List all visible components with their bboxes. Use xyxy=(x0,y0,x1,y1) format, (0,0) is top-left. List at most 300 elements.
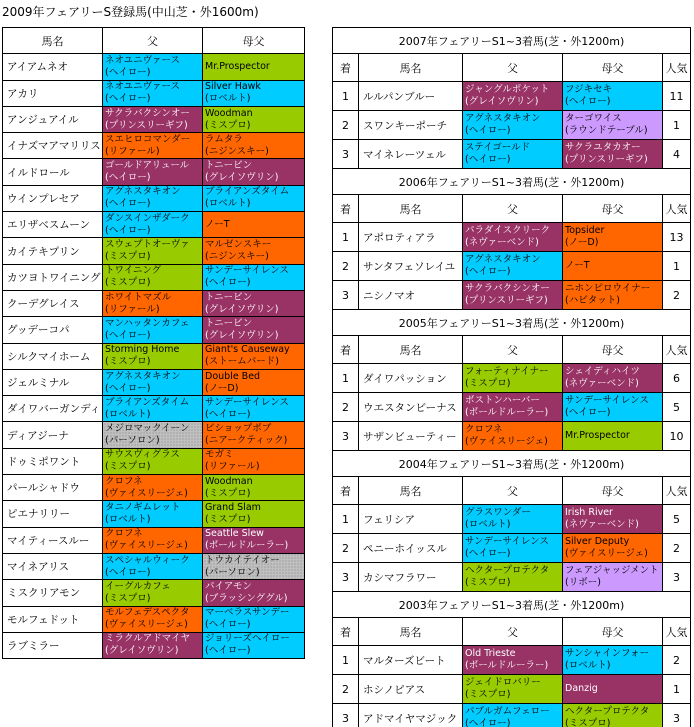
sire-cell xyxy=(103,290,203,316)
header-name: 馬名 xyxy=(359,477,463,505)
header-rank: 着 xyxy=(333,54,359,82)
sire-cell xyxy=(103,106,203,132)
table-row xyxy=(333,364,691,393)
dam-sire-cell-line: パイアモン xyxy=(205,580,252,592)
table-row xyxy=(3,238,305,264)
table-row xyxy=(3,580,305,606)
horse-name: モルフェドット xyxy=(3,606,103,632)
dam-sire-cell xyxy=(203,580,305,606)
dam-sire-cell-line: Seattle Slew xyxy=(205,528,264,540)
rank-cell: 1 xyxy=(333,223,359,252)
dam-sire-cell-line: Danzig xyxy=(565,683,598,694)
rank-cell: 2 xyxy=(333,393,359,422)
sire-cell-line: Old Trieste xyxy=(465,648,516,659)
sire-cell xyxy=(103,238,203,264)
table-row xyxy=(3,54,305,80)
dam-sire-cell xyxy=(563,281,663,310)
horse-name: カイテキプリン xyxy=(3,238,103,264)
dam-sire-cell xyxy=(563,252,663,281)
sire-cell-line: ヘクタープロテクタ xyxy=(465,565,550,576)
dam-sire-cell xyxy=(563,534,663,563)
table-row xyxy=(3,475,305,501)
horse-name: アドマイヤマジック xyxy=(359,704,463,727)
table-row xyxy=(3,106,305,132)
rank-cell: 1 xyxy=(333,505,359,534)
header-rank: 着 xyxy=(333,618,359,646)
sire-cell-line: ネオユニヴァース xyxy=(105,54,181,66)
dam-sire-cell-line: (ネヴァーベンド) xyxy=(565,378,639,389)
sire-cell-line: メジロマックイーン xyxy=(105,423,190,435)
header-dam-sire: 母父 xyxy=(563,477,663,505)
sire-cell xyxy=(103,54,203,80)
section-title: 2004年フェアリーS1~3着馬(芝・外1200m) xyxy=(333,451,691,477)
section-title-row xyxy=(333,28,691,54)
sire-cell-line: (ロベルト) xyxy=(465,519,511,530)
sire-cell xyxy=(103,343,203,369)
sire-cell-line: (ミスプロ) xyxy=(465,577,511,588)
sire-cell xyxy=(103,133,203,159)
sire-cell-line: Storming Home xyxy=(105,344,180,356)
dam-sire-cell-line: (ヘイロー) xyxy=(205,619,251,631)
dam-sire-cell-line: Silver Hawk xyxy=(205,81,261,93)
sire-cell-line: (ロベルト) xyxy=(105,513,151,525)
dam-sire-cell-line: (ネヴァーベンド) xyxy=(565,519,639,530)
sire-cell-line: (ミスプロ) xyxy=(105,251,151,263)
sire-cell xyxy=(463,281,563,310)
horse-name: イルドロール xyxy=(3,159,103,185)
dam-sire-cell-line: Double Bed xyxy=(205,370,261,382)
header-row xyxy=(333,54,691,82)
horse-name: マイティースルー xyxy=(3,527,103,553)
dam-sire-cell-line: (ヘイロー) xyxy=(205,277,251,289)
dam-sire-cell-line: ニホンピロウイナー xyxy=(565,283,651,294)
table-row xyxy=(333,140,691,169)
table-row xyxy=(3,133,305,159)
header-dam-sire: 母父 xyxy=(203,28,305,54)
dam-sire-cell-line: ヘクタープロテクタ xyxy=(565,706,650,717)
rank-cell: 1 xyxy=(333,82,359,111)
sire-cell-line: (ヘイロー) xyxy=(465,266,511,277)
dam-sire-cell-line: (ヘイロー) xyxy=(565,96,611,107)
sire-cell xyxy=(103,527,203,553)
horse-name: フェリシア xyxy=(359,505,463,534)
dam-sire-cell-line: ビショップボブ xyxy=(205,423,272,435)
header-row xyxy=(333,477,691,505)
popularity-cell: 10 xyxy=(663,422,691,451)
sire-cell-line: クロフネ xyxy=(465,424,503,435)
sire-cell-line: アグネスタキオン xyxy=(465,113,541,124)
dam-sire-cell-line: (リボー) xyxy=(565,577,601,588)
table-row xyxy=(333,675,691,704)
horse-name: サンタフェソレイユ xyxy=(359,252,463,281)
header-popularity: 人気 xyxy=(663,336,691,364)
dam-sire-cell xyxy=(203,501,305,527)
table-row xyxy=(3,606,305,632)
horse-name: ラブミラー xyxy=(3,632,103,658)
header-row xyxy=(3,28,305,54)
sire-cell-line: ゴールドアリュール xyxy=(105,160,190,172)
dam-sire-cell-line: マーベラスサンデー xyxy=(205,607,290,619)
dam-sire-cell xyxy=(563,505,663,534)
sire-cell-line: ネオユニヴァース xyxy=(105,81,181,93)
sire-cell-line: (ミスプロ) xyxy=(105,461,151,473)
dam-sire-cell xyxy=(563,422,663,451)
header-row xyxy=(333,618,691,646)
dam-sire-cell xyxy=(563,82,663,111)
section-title-row xyxy=(333,451,691,477)
dam-sire-cell xyxy=(203,238,305,264)
table-row xyxy=(3,448,305,474)
header-popularity: 人気 xyxy=(663,54,691,82)
dam-sire-cell xyxy=(203,106,305,132)
dam-sire-cell xyxy=(203,553,305,579)
horse-name: グッデーコパ xyxy=(3,317,103,343)
section-title-row xyxy=(333,169,691,195)
header-name: 馬名 xyxy=(359,54,463,82)
header-popularity: 人気 xyxy=(663,195,691,223)
sire-cell-line: (ミスプロ) xyxy=(105,592,151,604)
dam-sire-cell xyxy=(563,393,663,422)
sire-cell-line: アグネスタキオン xyxy=(465,254,541,265)
table-row xyxy=(3,343,305,369)
section-title: 2005年フェアリーS1~3着馬(芝・外1200m) xyxy=(333,310,691,336)
table-row xyxy=(333,252,691,281)
header-sire: 父 xyxy=(463,618,563,646)
rank-cell: 3 xyxy=(333,140,359,169)
dam-sire-cell-line: (ヘイロー) xyxy=(205,645,251,657)
sire-cell-line: クロフネ xyxy=(105,528,143,540)
dam-sire-cell-line: Woodman xyxy=(205,475,253,487)
dam-sire-cell-line: (ヘイロー) xyxy=(205,408,251,420)
popularity-cell: 3 xyxy=(663,704,691,727)
sire-cell xyxy=(103,369,203,395)
header-sire: 父 xyxy=(463,336,563,364)
dam-sire-cell-line: (ミスプロ) xyxy=(565,718,611,727)
horse-name: ミスクリアモン xyxy=(3,580,103,606)
dam-sire-cell-line: (グレイソヴリン) xyxy=(205,303,279,315)
dam-sire-cell-line: Silver Deputy xyxy=(565,536,630,547)
sire-cell-line: (ヘイロー) xyxy=(465,154,511,165)
sire-cell-line: サウスヴィグラス xyxy=(105,449,180,461)
sire-cell-line: (ヘイロー) xyxy=(105,224,151,236)
dam-sire-cell-line: モガミ xyxy=(205,449,234,461)
sire-cell-line: (ヘイロー) xyxy=(105,382,151,394)
sire-cell xyxy=(103,475,203,501)
dam-sire-cell xyxy=(203,343,305,369)
horse-name: ホシノピアス xyxy=(359,675,463,704)
horse-name: ウインプレセア xyxy=(3,185,103,211)
sire-cell-line: ジェイドロバリー xyxy=(465,677,541,688)
dam-sire-cell xyxy=(203,185,305,211)
sire-cell xyxy=(103,159,203,185)
horse-name: アポロティアラ xyxy=(359,223,463,252)
sire-cell xyxy=(103,317,203,343)
header-row xyxy=(333,195,691,223)
sire-cell-line: (ヘイロー) xyxy=(105,93,151,105)
dam-sire-cell-line: (ストームバード) xyxy=(205,356,279,368)
sire-cell-line: サクラバクシンオー xyxy=(465,283,550,294)
dam-sire-cell-line: (ニアークティック) xyxy=(205,435,288,447)
dam-sire-cell-line: Woodman xyxy=(205,107,253,119)
table-row xyxy=(333,281,691,310)
sire-cell xyxy=(103,422,203,448)
horse-name: ピエナリリー xyxy=(3,501,103,527)
dam-sire-cell-line: (ニジンスキー) xyxy=(205,145,269,157)
rank-cell: 1 xyxy=(333,646,359,675)
table-row xyxy=(3,185,305,211)
dam-sire-cell-line: ターゴワイス xyxy=(565,113,622,124)
sire-cell xyxy=(463,505,563,534)
dam-sire-cell-line: (パーソロン) xyxy=(205,566,260,578)
sire-cell xyxy=(463,223,563,252)
past-results-table xyxy=(332,27,691,727)
popularity-cell: 1 xyxy=(663,675,691,704)
horse-name: マイネアリス xyxy=(3,553,103,579)
dam-sire-cell-line: サンデーサイレンス xyxy=(205,396,289,408)
dam-sire-cell-line: Giant's Causeway xyxy=(205,344,290,356)
sire-cell-line: (ボールドルーラー) xyxy=(465,660,549,671)
sire-cell-line: ジャングルポケット xyxy=(465,84,550,95)
dam-sire-cell xyxy=(203,475,305,501)
sire-cell-line: (ヘイロー) xyxy=(105,566,151,578)
sire-cell xyxy=(463,252,563,281)
dam-sire-cell-line: ラムタラ xyxy=(205,133,243,145)
sire-cell-line: (ミスプロ) xyxy=(105,277,151,289)
horse-name: カシマフラワー xyxy=(359,563,463,592)
sire-cell-line: モルフェデスペクタ xyxy=(105,607,190,619)
table-row xyxy=(333,563,691,592)
popularity-cell: 2 xyxy=(663,281,691,310)
dam-sire-cell xyxy=(563,675,663,704)
horse-name: ジェルミナル xyxy=(3,369,103,395)
rank-cell: 2 xyxy=(333,111,359,140)
horse-name: ウエスタンビーナス xyxy=(359,393,463,422)
table-row xyxy=(333,704,691,727)
dam-sire-cell-line: ブライアンズタイム xyxy=(205,186,290,198)
table-row xyxy=(333,393,691,422)
sire-cell xyxy=(463,393,563,422)
dam-sire-cell-line: サクラユタカオー xyxy=(565,142,641,153)
dam-sire-cell-line: シェイディハイツ xyxy=(565,366,641,377)
dam-sire-cell xyxy=(203,317,305,343)
sire-cell xyxy=(463,111,563,140)
table-row xyxy=(333,111,691,140)
sire-cell xyxy=(103,580,203,606)
popularity-cell: 5 xyxy=(663,393,691,422)
popularity-cell: 3 xyxy=(663,563,691,592)
header-popularity: 人気 xyxy=(663,618,691,646)
dam-sire-cell-line: (ノーD) xyxy=(205,382,239,394)
sire-cell xyxy=(463,534,563,563)
dam-sire-cell xyxy=(563,111,663,140)
dam-sire-cell-line: トニービン xyxy=(205,291,253,303)
dam-sire-cell xyxy=(563,223,663,252)
sire-cell-line: イーグルカフェ xyxy=(105,580,171,592)
horse-name: マイネレーツェル xyxy=(359,140,463,169)
header-name: 馬名 xyxy=(359,618,463,646)
horse-name: サザンビューティー xyxy=(359,422,463,451)
table-row xyxy=(333,505,691,534)
sire-cell-line: ブライアンズタイム xyxy=(105,396,190,408)
dam-sire-cell-line: (プリンスリーギフ) xyxy=(565,154,648,165)
dam-sire-cell-line: フェアジャッジメント xyxy=(565,565,659,576)
horse-name: イナズマアマリリス xyxy=(3,133,103,159)
sire-cell-line: (ヴァイスリージェ) xyxy=(465,436,548,447)
dam-sire-cell-line: (ミスプロ) xyxy=(205,119,251,131)
dam-sire-cell-line: (ノーD) xyxy=(565,237,599,248)
dam-sire-cell xyxy=(203,54,305,80)
dam-sire-cell xyxy=(203,422,305,448)
sire-cell-line: トワイニング xyxy=(105,265,162,277)
dam-sire-cell xyxy=(563,364,663,393)
sire-cell-line: ボストンハーバー xyxy=(465,395,540,406)
sire-cell-line: クロフネ xyxy=(105,475,143,487)
sire-cell-line: ダンスインザダーク xyxy=(105,212,190,224)
dam-sire-cell-line: (ミスプロ) xyxy=(205,513,251,525)
sire-cell-line: パラダイスクリーク xyxy=(465,225,551,236)
dam-sire-cell xyxy=(203,396,305,422)
sire-cell xyxy=(463,140,563,169)
section-title-row xyxy=(333,592,691,618)
table-row xyxy=(3,527,305,553)
section-title: 2007年フェアリーS1~3着馬(芝・外1200m) xyxy=(333,28,691,54)
header-sire: 父 xyxy=(463,195,563,223)
horse-name: マルターズビート xyxy=(359,646,463,675)
dam-sire-cell xyxy=(203,290,305,316)
dam-sire-cell xyxy=(563,563,663,592)
horse-name: ルルパンブルー xyxy=(359,82,463,111)
dam-sire-cell-line: サンデーサイレンス xyxy=(205,265,289,277)
sire-cell-line: (ヴァイスリージェ) xyxy=(105,540,188,552)
table-row xyxy=(3,290,305,316)
sire-cell-line: アグネスタキオン xyxy=(105,370,181,382)
dam-sire-cell-line: ノーT xyxy=(565,260,590,271)
popularity-cell: 11 xyxy=(663,82,691,111)
sire-cell xyxy=(463,422,563,451)
sire-cell xyxy=(103,185,203,211)
sire-cell-line: (ロベルト) xyxy=(105,408,151,420)
sire-cell xyxy=(103,606,203,632)
sire-cell-line: (ミスプロ) xyxy=(465,689,511,700)
table-row xyxy=(333,422,691,451)
rank-cell: 2 xyxy=(333,534,359,563)
sire-cell xyxy=(103,632,203,658)
header-sire: 父 xyxy=(103,28,203,54)
horse-name: ディアジーナ xyxy=(3,422,103,448)
dam-sire-cell xyxy=(203,264,305,290)
horse-name: ペニーホイッスル xyxy=(359,534,463,563)
dam-sire-cell-line: Mr.Prospector xyxy=(205,60,270,72)
table-row xyxy=(3,317,305,343)
dam-sire-cell-line: (グレイソヴリン) xyxy=(205,329,279,341)
page-title: 2009年フェアリーS登録馬(中山芝・外1600m) xyxy=(2,5,259,19)
horse-name: エリザベスムーン xyxy=(3,212,103,238)
sire-cell-line: (ヘイロー) xyxy=(465,718,511,727)
horse-name: ドゥミポワント xyxy=(3,448,103,474)
dam-sire-cell xyxy=(203,159,305,185)
dam-sire-cell-line: サンシャインフォー xyxy=(565,648,650,659)
dam-sire-cell xyxy=(203,632,305,658)
section-title: 2003年フェアリーS1~3着馬(芝・外1200m) xyxy=(333,592,691,618)
table-row xyxy=(3,212,305,238)
dam-sire-cell-line: (ヘイロー) xyxy=(565,407,611,418)
popularity-cell: 2 xyxy=(663,646,691,675)
table-row xyxy=(333,223,691,252)
horse-name: クーデグレイス xyxy=(3,290,103,316)
sire-cell-line: マンハッタンカフェ xyxy=(105,317,190,329)
horse-name: アンジュアイル xyxy=(3,106,103,132)
table-row xyxy=(3,396,305,422)
sire-cell-line: タニノギムレット xyxy=(105,501,181,513)
popularity-cell: 1 xyxy=(663,111,691,140)
sire-cell-line: アグネスタキオン xyxy=(105,186,181,198)
sire-cell xyxy=(463,646,563,675)
dam-sire-cell xyxy=(203,369,305,395)
rank-cell: 2 xyxy=(333,675,359,704)
table-row xyxy=(3,369,305,395)
sire-cell xyxy=(103,396,203,422)
dam-sire-cell xyxy=(563,704,663,727)
rank-cell: 2 xyxy=(333,252,359,281)
sire-cell-line: (グレイソヴリン) xyxy=(105,645,179,657)
dam-sire-cell-line: サンデーサイレンス xyxy=(565,395,649,406)
horse-name: ダイワパッション xyxy=(359,364,463,393)
sire-cell-line: (ヘイロー) xyxy=(105,329,151,341)
dam-sire-cell-line: トウカイテイオー xyxy=(205,554,280,566)
horse-name: スワンキーポーチ xyxy=(359,111,463,140)
dam-sire-cell xyxy=(203,527,305,553)
table-row xyxy=(3,553,305,579)
dam-sire-cell-line: (ミスプロ) xyxy=(205,487,251,499)
sire-cell xyxy=(463,82,563,111)
sire-cell xyxy=(103,212,203,238)
dam-sire-cell-line: Grand Slam xyxy=(205,501,261,513)
dam-sire-cell-line: トニービン xyxy=(205,160,253,172)
dam-sire-cell-line: (ニジンスキー) xyxy=(205,251,269,263)
sire-cell-line: スウェプトオーヴァ xyxy=(105,239,190,251)
sire-cell-line: (ヘイロー) xyxy=(465,125,511,136)
dam-sire-cell-line: Mr.Prospector xyxy=(565,430,630,441)
header-rank: 着 xyxy=(333,477,359,505)
table-row xyxy=(3,632,305,658)
sire-cell-line: (グレイソヴリン) xyxy=(465,96,539,107)
header-name: 馬名 xyxy=(359,195,463,223)
table-row xyxy=(333,646,691,675)
rank-cell: 3 xyxy=(333,704,359,727)
header-name: 馬名 xyxy=(359,336,463,364)
table-row xyxy=(333,534,691,563)
dam-sire-cell-line: トニービン xyxy=(205,317,253,329)
sire-cell-line: (ヴァイスリージェ) xyxy=(105,487,188,499)
sire-cell-line: (プリンスリーギフ) xyxy=(465,295,548,306)
sire-cell-line: ステイゴールド xyxy=(465,142,531,153)
rank-cell: 3 xyxy=(333,422,359,451)
sire-cell-line: グラスワンダー xyxy=(465,507,531,518)
dam-sire-cell xyxy=(563,646,663,675)
sire-cell xyxy=(103,80,203,106)
horse-name: アイアムネオ xyxy=(3,54,103,80)
section-title: 2006年フェアリーS1~3着馬(芝・外1200m) xyxy=(333,169,691,195)
sire-cell-line: (ヘイロー) xyxy=(105,198,151,210)
dam-sire-cell-line: Irish River xyxy=(565,507,613,518)
sire-cell-line: ミラクルアドマイヤ xyxy=(105,633,191,645)
header-row xyxy=(333,336,691,364)
popularity-cell: 1 xyxy=(663,252,691,281)
dam-sire-cell xyxy=(203,80,305,106)
sire-cell-line: (リファール) xyxy=(105,145,160,157)
registered-horses-table xyxy=(2,27,305,659)
dam-sire-cell-line: (ロベルト) xyxy=(205,198,251,210)
